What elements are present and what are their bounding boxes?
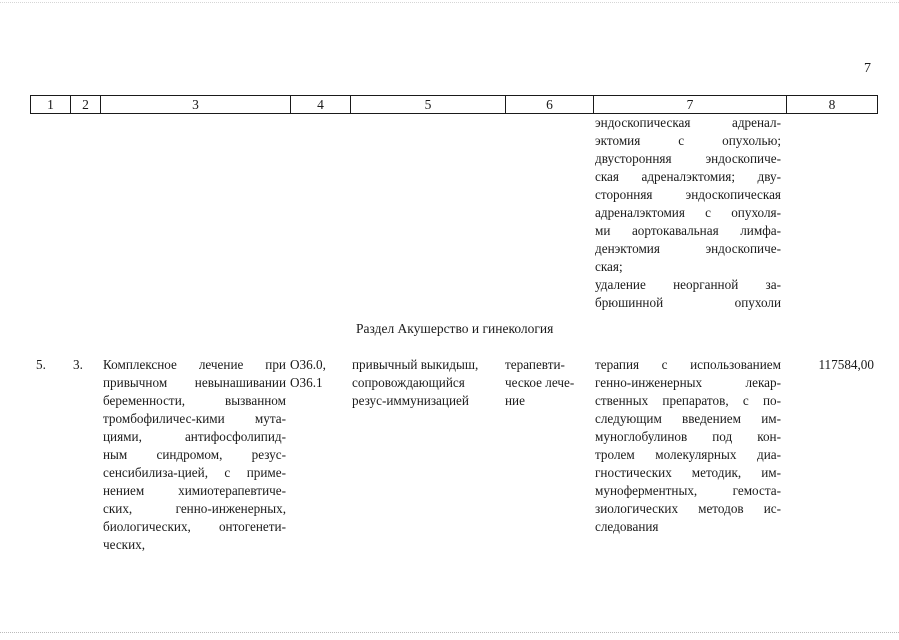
- text-line: муноглобулинов под кон-: [595, 429, 781, 444]
- page-number: 7: [864, 61, 871, 76]
- text-line: ным синдромом, резус-: [103, 447, 286, 462]
- column-header-7: 7: [594, 96, 787, 114]
- text-line: адреналэктомия с опухоля-: [595, 205, 781, 220]
- text-line: брюшинной опухоли: [595, 295, 781, 310]
- text-line: биологических, онтогенети-: [103, 519, 286, 534]
- text-line: сторонняя эндоскопическая: [595, 187, 781, 202]
- section-title: Раздел Акушерство и гинекология: [356, 321, 554, 336]
- text-line: беременности, вызванном: [103, 393, 286, 408]
- text-line: ние: [505, 393, 525, 408]
- text-line: О36.1: [290, 375, 323, 390]
- text-line: тромбофиличес-кими мута-: [103, 411, 286, 426]
- text-line: циями, антифосфолипид-: [103, 429, 286, 444]
- icd-codes: [290, 356, 348, 392]
- text-line: ская адреналэктомия; дву-: [595, 169, 781, 184]
- text-line: тролем молекулярных диа-: [595, 447, 781, 462]
- text-line: ческое лече-: [505, 375, 575, 390]
- text-line: эндоскопическая адренал-: [595, 115, 781, 130]
- scan-edge-top: [0, 2, 899, 3]
- text-line: привычный выкидыш,: [352, 357, 479, 372]
- column-header-5: 5: [351, 96, 506, 114]
- text-line: зиологических методов ис-: [595, 501, 781, 516]
- text-line: удаление неорганной за-: [595, 277, 781, 292]
- text-line: генно-инженерных лекар-: [595, 375, 781, 390]
- text-line: ских, генно-инженерных,: [103, 501, 286, 516]
- text-line: двусторонняя эндоскопиче-: [595, 151, 781, 166]
- text-line: привычном невынашивании: [103, 375, 286, 390]
- column-header-3: 3: [101, 96, 291, 114]
- text-line: гностических методик, им-: [595, 465, 781, 480]
- patient-model: [352, 356, 502, 410]
- text-line: муноферментных, гемоста-: [595, 483, 781, 498]
- text-line: сопровождающийся: [352, 375, 465, 390]
- column-header-1: 1: [31, 96, 71, 114]
- text-line: ческих,: [103, 537, 146, 552]
- continued-col7-text: [595, 114, 781, 312]
- standard-cost: 117584,00: [818, 357, 874, 372]
- column-header-2: 2: [71, 96, 101, 114]
- text-line: сенсибилиза-цией, с приме-: [103, 465, 286, 480]
- text-line: терапия с использованием: [595, 357, 781, 372]
- text-line: следования: [595, 519, 659, 534]
- text-line: О36.0,: [290, 357, 326, 372]
- text-line: резус-иммунизацией: [352, 393, 469, 408]
- text-line: эктомия с опухолью;: [595, 133, 781, 148]
- text-line: следующим введением им-: [595, 411, 781, 426]
- treatment-description: [103, 356, 286, 554]
- text-line: Комплексное лечение при: [103, 357, 286, 372]
- row-group-number: 3.: [73, 357, 83, 372]
- column-header-4: 4: [291, 96, 351, 114]
- text-line: денэктомия эндоскопиче-: [595, 241, 781, 256]
- row-number: 5.: [36, 357, 46, 372]
- column-header-table: [30, 95, 878, 114]
- column-header-8: 8: [787, 96, 878, 114]
- text-line: ми аортокавальная лимфа-: [595, 223, 781, 238]
- scan-edge-bottom: [0, 632, 899, 633]
- text-line: ская;: [595, 259, 623, 274]
- text-line: ственных препаратов, с по-: [595, 393, 781, 408]
- text-line: нением химиотерапевтиче-: [103, 483, 286, 498]
- treatment-method: [595, 356, 781, 536]
- column-header-6: 6: [506, 96, 594, 114]
- text-line: терапевти-: [505, 357, 565, 372]
- treatment-type: [505, 356, 591, 410]
